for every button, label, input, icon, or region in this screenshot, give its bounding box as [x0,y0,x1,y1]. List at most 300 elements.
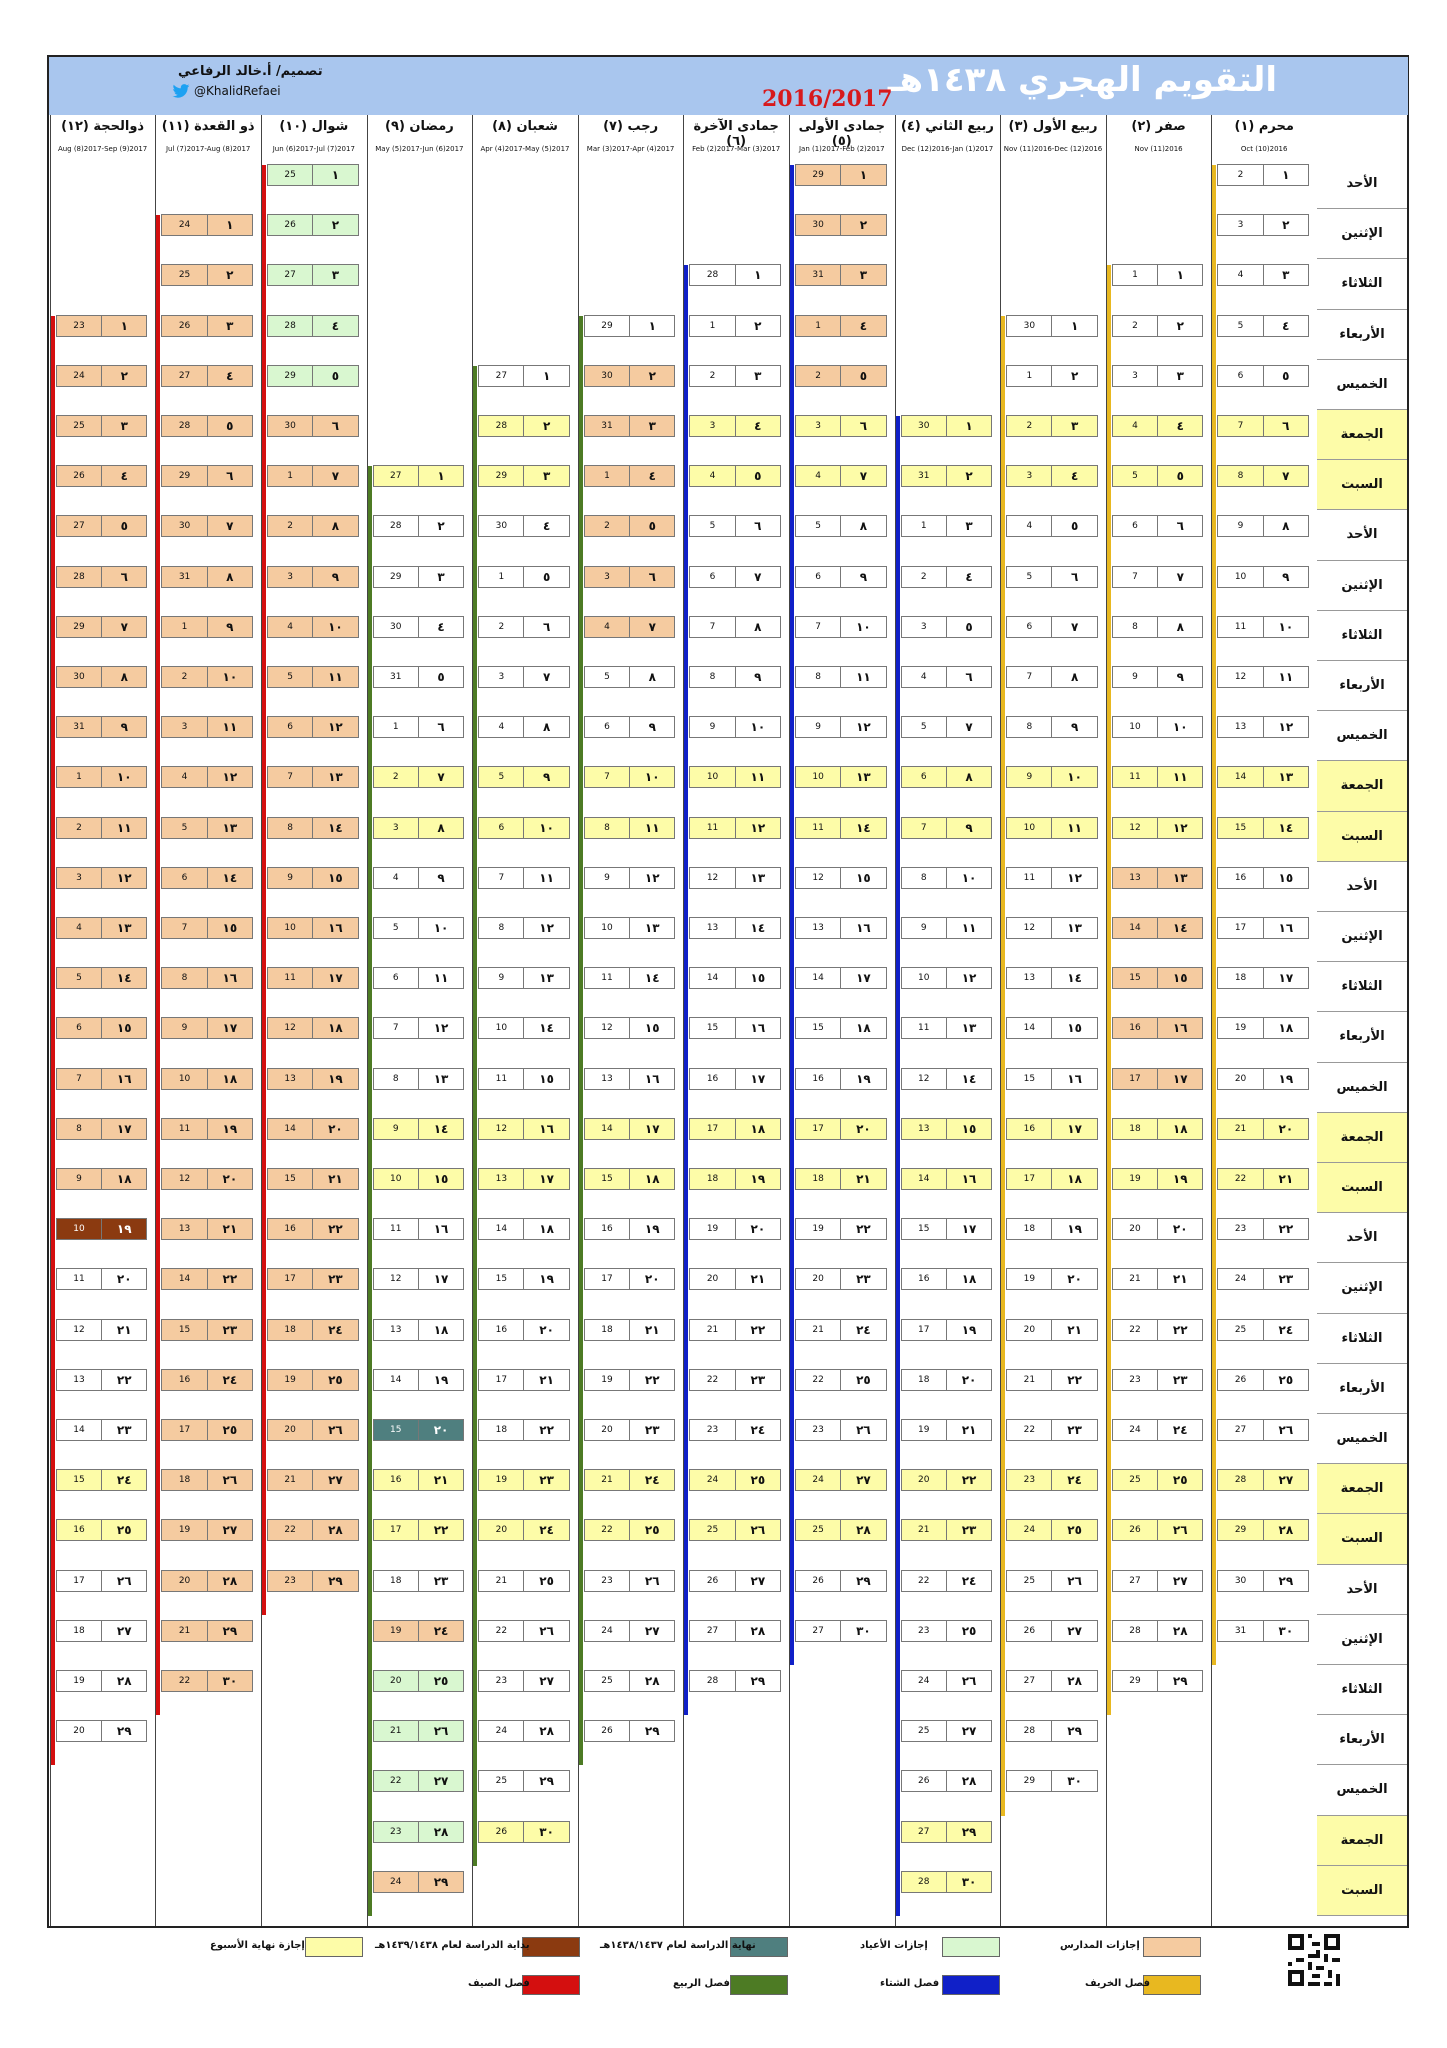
hijri-day: ٢٣ [1051,1420,1096,1440]
hijri-day: ٢٣ [207,1320,252,1340]
twitter-handle-text: @KhalidRefaei [194,84,281,98]
gregorian-day: 5 [392,923,399,933]
hijri-day: ٢٩ [1157,1671,1202,1691]
date-cell [901,515,993,537]
date-cell [901,867,993,889]
date-cell [1112,666,1204,688]
gregorian-day: 5 [287,672,294,682]
gregorian-day: 19 [812,1224,824,1235]
date-cell [267,666,359,688]
hijri-day: ٨ [523,717,568,737]
date-cell [1217,1168,1309,1190]
date-cell [161,415,253,437]
gregorian-day: 12 [601,1023,613,1034]
season-bar [790,165,794,1665]
date-cell [161,716,253,738]
gregorian-day: 12 [73,1324,85,1335]
date-cell [1112,264,1204,286]
date-cell [267,817,359,839]
date-cell [1217,766,1309,788]
date-cell [1006,1319,1098,1341]
hijri-day: ٢٤ [312,1320,357,1340]
gregorian-day: 9 [498,973,505,984]
hijri-day: ٦ [312,416,357,436]
gregorian-day: 16 [706,1073,719,1084]
date-cell [901,1118,993,1140]
gregorian-day: 27 [1129,1575,1141,1586]
gregorian-day: 24 [1129,1425,1141,1435]
weekday-label: الجمعة [1317,1464,1407,1514]
date-cell [373,766,465,788]
gregorian-day: 16 [812,1073,824,1084]
hijri-day: ٧ [207,516,252,536]
date-cell [901,1670,993,1692]
date-cell [584,967,676,989]
gregorian-day: 27 [1234,1425,1247,1435]
gregorian-day: 23 [812,1425,824,1435]
gregorian-day: 8 [76,1123,82,1134]
gregorian-day: 23 [390,1826,402,1837]
season-bar [1212,165,1216,1665]
hijri-day: ٥ [946,617,991,637]
date-cell [161,264,253,286]
hijri-day: ٥ [629,516,674,536]
hijri-day: ١٧ [735,1069,780,1089]
gregorian-day: 24 [812,1475,824,1486]
gregorian-day: 10 [1023,822,1036,833]
date-cell [584,1118,676,1140]
gregorian-day: 2 [287,521,294,532]
date-cell [689,1369,781,1391]
hijri-day: ٢٢ [1263,1219,1308,1239]
date-cell [1006,1017,1098,1039]
gregorian-day: 21 [495,1575,508,1586]
season-bar [262,165,266,1615]
gregorian-day: 29 [390,571,402,582]
date-cell [161,1620,253,1642]
gregorian-day: 17 [1129,1073,1141,1084]
hijri-day: ٢٢ [1157,1320,1202,1340]
hijri-day: ٤ [1263,316,1308,336]
date-cell [795,315,887,337]
gregorian-day: 2 [709,370,716,381]
hijri-day: ٢٤ [523,1520,568,1540]
date-cell [689,1570,781,1592]
hijri-day: ٢٦ [946,1671,991,1691]
gregorian-day: 15 [495,1274,508,1285]
gregorian-day: 26 [284,220,296,231]
hijri-day: ١١ [735,767,780,787]
gregorian-day: 1 [709,320,716,331]
weekday-label: الأحد [1317,1213,1407,1263]
gregorian-day: 26 [601,1726,613,1737]
date-cell [1006,666,1098,688]
hijri-day: ٦ [418,717,463,737]
date-cell [161,817,253,839]
hijri-day: ١٩ [946,1320,991,1340]
date-cell [689,1017,781,1039]
hijri-day: ١٤ [840,818,885,838]
hijri-day: ١٨ [840,1018,885,1038]
hijri-day: ٢٢ [101,1370,146,1390]
hijri-day: ١٨ [207,1069,252,1089]
gregorian-day: 5 [920,722,927,733]
weekday-label: الأحد [1317,159,1407,209]
date-cell [1112,1319,1204,1341]
gregorian-day: 18 [601,1324,613,1335]
date-cell [901,817,993,839]
month-header: ذوالحجة (١٢) [61,119,145,134]
gregorian-day: 18 [284,1324,296,1335]
date-cell [56,616,148,638]
gregorian-day: 16 [178,1374,191,1385]
hijri-day: ٢٢ [735,1320,780,1340]
date-cell [1006,465,1098,487]
gregorian-range: Dec (12)2016-Jan (1)2017 [901,145,994,153]
hijri-day: ٢٢ [1051,1370,1096,1390]
weekday-label: الأربعاء [1317,1012,1407,1062]
hijri-day: ١٣ [946,1018,991,1038]
date-cell [56,1218,148,1240]
hijri-day: ٢٦ [101,1571,146,1591]
gregorian-day: 7 [498,872,505,883]
gregorian-day: 10 [1234,571,1247,582]
date-cell [267,917,359,939]
gregorian-day: 7 [287,772,294,783]
date-cell [1006,315,1098,337]
hijri-day: ١١ [629,818,674,838]
hijri-day: ٢٧ [840,1470,885,1490]
gregorian-day: 18 [812,1174,824,1184]
gregorian-day: 10 [495,1023,508,1034]
hijri-day: ٢٧ [629,1621,674,1641]
gregorian-day: 6 [815,571,822,582]
hijri-day: ١٥ [1157,968,1202,988]
hijri-day: ١٥ [1263,868,1308,888]
hijri-day: ٣ [101,416,146,436]
hijri-day: ٣ [312,265,357,285]
hijri-day: ٢٥ [523,1571,568,1591]
hijri-day: ٦ [735,516,780,536]
hijri-day: ٢٧ [946,1721,991,1741]
hijri-day: ٣ [523,466,568,486]
date-cell [584,315,676,337]
hijri-day: ١٧ [840,968,885,988]
gregorian-day: 19 [495,1475,508,1486]
date-cell [56,917,148,939]
hijri-day: ٢٦ [840,1420,885,1440]
hijri-day: ١٠ [840,617,885,637]
hijri-day: ١١ [101,818,146,838]
weekday-label: الأحد [1317,1565,1407,1615]
date-cell [478,1469,570,1491]
gregorian-day: 19 [601,1374,613,1385]
date-cell [901,1871,993,1893]
date-cell [901,766,993,788]
date-cell [689,315,781,337]
hijri-day: ١٧ [523,1169,568,1189]
gregorian-day: 22 [1023,1425,1036,1435]
season-bar [51,316,55,1766]
hijri-day: ٢٥ [1263,1370,1308,1390]
hijri-day: ٣٠ [1051,1771,1096,1791]
gregorian-range: Apr (4)2017-May (5)2017 [480,145,570,153]
date-cell [1112,917,1204,939]
hijri-day: ١٥ [312,868,357,888]
hijri-day: ١٨ [1157,1119,1202,1139]
hijri-day: ٥ [1263,366,1308,386]
hijri-day: ٥ [523,567,568,587]
hijri-day: ١٨ [1051,1169,1096,1189]
hijri-day: ٣ [418,567,463,587]
hijri-day: ٢٠ [1263,1119,1308,1139]
hijri-day: ٢٥ [1051,1520,1096,1540]
date-cell [478,1419,570,1441]
gregorian-day: 11 [918,1023,930,1034]
hijri-day: ٢١ [1157,1269,1202,1289]
hijri-day: ١ [946,416,991,436]
gregorian-day: 24 [495,1726,508,1737]
hijri-day: ٩ [312,567,357,587]
gregorian-day: 14 [1129,923,1141,933]
hijri-day: ١٩ [629,1219,674,1239]
date-cell [584,1218,676,1240]
date-cell [56,1118,148,1140]
gregorian-day: 4 [1026,521,1033,532]
qr-code[interactable] [1288,1934,1340,1986]
hijri-day: ١٦ [1157,1018,1202,1038]
date-cell [689,1620,781,1642]
gregorian-day: 24 [1023,1525,1036,1536]
gregorian-day: 3 [604,571,610,582]
hijri-day: ٩ [1157,667,1202,687]
gregorian-day: 14 [284,1123,296,1134]
hijri-day: ٨ [101,667,146,687]
hijri-day: ٢٧ [735,1571,780,1591]
hijri-day: ٤ [1051,466,1096,486]
hijri-day: ٢٩ [1263,1571,1308,1591]
gregorian-day: 9 [392,1123,399,1134]
gregorian-day: 17 [495,1374,508,1385]
gregorian-day: 21 [390,1726,402,1737]
hijri-day: ١٤ [1157,918,1202,938]
gregorian-day: 10 [178,1073,191,1084]
hijri-day: ٤ [946,567,991,587]
hijri-day: ١٣ [1263,767,1308,787]
hijri-day: ٢٤ [1051,1470,1096,1490]
hijri-day: ١ [629,316,674,336]
gregorian-day: 5 [709,521,716,532]
gregorian-day: 6 [392,973,399,984]
gregorian-day: 31 [601,421,613,431]
gregorian-day: 11 [706,822,719,833]
hijri-day: ٩ [629,717,674,737]
date-cell [584,1670,676,1692]
date-cell [478,817,570,839]
hijri-day: ١٠ [418,918,463,938]
date-cell [584,1620,676,1642]
gregorian-day: 21 [812,1324,824,1335]
hijri-day: ٢٨ [1051,1671,1096,1691]
gregorian-day: 9 [76,1174,82,1184]
gregorian-range: Mar (3)2017-Apr (4)2017 [586,145,675,153]
date-cell [1006,766,1098,788]
hijri-day: ١٨ [312,1018,357,1038]
hijri-day: ٩ [207,617,252,637]
weekday-label: الجمعة [1317,761,1407,811]
gregorian-day: 7 [1026,672,1033,682]
date-cell [1217,164,1309,186]
hijri-day: ٢ [101,366,146,386]
gregorian-range: Oct (10)2016 [1240,145,1288,153]
hijri-day: ١٥ [207,918,252,938]
weekday-label: الجمعة [1317,410,1407,460]
date-cell [795,1218,887,1240]
hijri-day: ٤ [840,316,885,336]
month-header: رجب (٧) [603,119,659,134]
date-cell [1112,1670,1204,1692]
gregorian-day: 6 [498,822,505,833]
hijri-day: ٨ [207,567,252,587]
date-cell [373,515,465,537]
gregorian-day: 13 [1129,872,1141,883]
date-cell [795,1369,887,1391]
hijri-day: ١٥ [735,968,780,988]
gregorian-day: 4 [498,722,505,733]
date-cell [1112,515,1204,537]
date-cell [1006,1118,1098,1140]
date-cell [795,1068,887,1090]
date-cell [901,1068,993,1090]
hijri-day: ٢١ [1051,1320,1096,1340]
gregorian-day: 10 [284,923,296,933]
hijri-day: ١ [523,366,568,386]
hijri-day: ٢٠ [418,1420,463,1440]
hijri-day: ٢ [946,466,991,486]
date-cell [478,1017,570,1039]
date-cell [1006,1218,1098,1240]
weekday-label: الإثنين [1317,1615,1407,1665]
hijri-day: ١٦ [207,968,252,988]
date-cell [373,666,465,688]
hijri-day: ٢٠ [312,1119,357,1139]
hijri-day: ٧ [1157,567,1202,587]
date-cell [901,1017,993,1039]
hijri-day: ٢٤ [207,1370,252,1390]
date-cell [1217,315,1309,337]
date-cell [267,1168,359,1190]
gregorian-day: 28 [1023,1726,1036,1737]
legend-swatch [522,1975,580,1995]
hijri-day: ١٦ [312,918,357,938]
weekday-label: الأحد [1317,510,1407,560]
date-cell [689,1218,781,1240]
gregorian-day: 17 [601,1274,613,1285]
hijri-day: ٢٠ [523,1320,568,1340]
season-bar [1001,316,1005,1816]
hijri-day: ٢٠ [1157,1219,1202,1239]
date-cell [478,1118,570,1140]
gregorian-range: Feb (2)2017-Mar (3)2017 [692,145,781,153]
date-cell [478,1218,570,1240]
hijri-day: ١٠ [101,767,146,787]
date-cell [901,1720,993,1742]
gregorian-day: 26 [918,1776,930,1787]
gregorian-day: 11 [284,973,296,984]
date-cell [901,465,993,487]
gregorian-day: 25 [706,1525,719,1536]
gregorian-day: 7 [1237,421,1244,431]
date-cell [1006,1469,1098,1491]
hijri-day: ٧ [1051,617,1096,637]
weekday-label: الثلاثاء [1317,1665,1407,1715]
date-cell [161,666,253,688]
hijri-day: ٢٦ [1051,1571,1096,1591]
date-cell [373,465,465,487]
hijri-day: ٤ [523,516,568,536]
date-cell [161,1017,253,1039]
gregorian-day: 2 [1132,320,1138,331]
date-cell [901,917,993,939]
gregorian-day: 3 [1132,370,1138,381]
hijri-day: ٢٨ [946,1771,991,1791]
date-cell [1217,566,1309,588]
hijri-day: ١١ [207,717,252,737]
date-cell [373,1268,465,1290]
date-cell [795,1469,887,1491]
hijri-day: ٦ [1051,567,1096,587]
hijri-day: ١٢ [523,918,568,938]
hijri-day: ٥ [101,516,146,536]
hijri-day: ٥ [312,366,357,386]
gregorian-day: 24 [706,1475,719,1486]
gregorian-day: 11 [495,1073,508,1084]
gregorian-day: 25 [1129,1475,1141,1486]
weekday-label: الخميس [1317,711,1407,761]
date-cell [56,1319,148,1341]
date-cell [795,716,887,738]
date-cell [689,1268,781,1290]
hijri-day: ٢٢ [207,1269,252,1289]
gregorian-day: 17 [284,1274,296,1285]
designer-credit: تصميم/ أ.خالد الرفاعي [178,64,323,79]
gregorian-day: 25 [918,1726,930,1737]
gregorian-day: 31 [73,722,85,733]
hijri-day: ٢٨ [101,1671,146,1691]
date-cell [1006,1720,1098,1742]
date-cell [161,515,253,537]
date-cell [373,616,465,638]
date-cell [795,1268,887,1290]
date-cell [1006,1268,1098,1290]
hijri-day: ١١ [946,918,991,938]
gregorian-day: 5 [498,772,505,783]
gregorian-day: 25 [495,1776,508,1787]
gregorian-day: 7 [709,621,716,632]
gregorian-day: 29 [1234,1525,1247,1536]
gregorian-day: 17 [1023,1174,1036,1184]
hijri-day: ١٧ [312,968,357,988]
date-cell [689,1419,781,1441]
date-cell [584,817,676,839]
hijri-day: ١٢ [840,717,885,737]
date-cell [901,1168,993,1190]
date-cell [1006,716,1098,738]
gregorian-day: 3 [1237,220,1244,231]
date-cell [267,1419,359,1441]
date-cell [584,666,676,688]
gregorian-day: 12 [1023,923,1036,933]
